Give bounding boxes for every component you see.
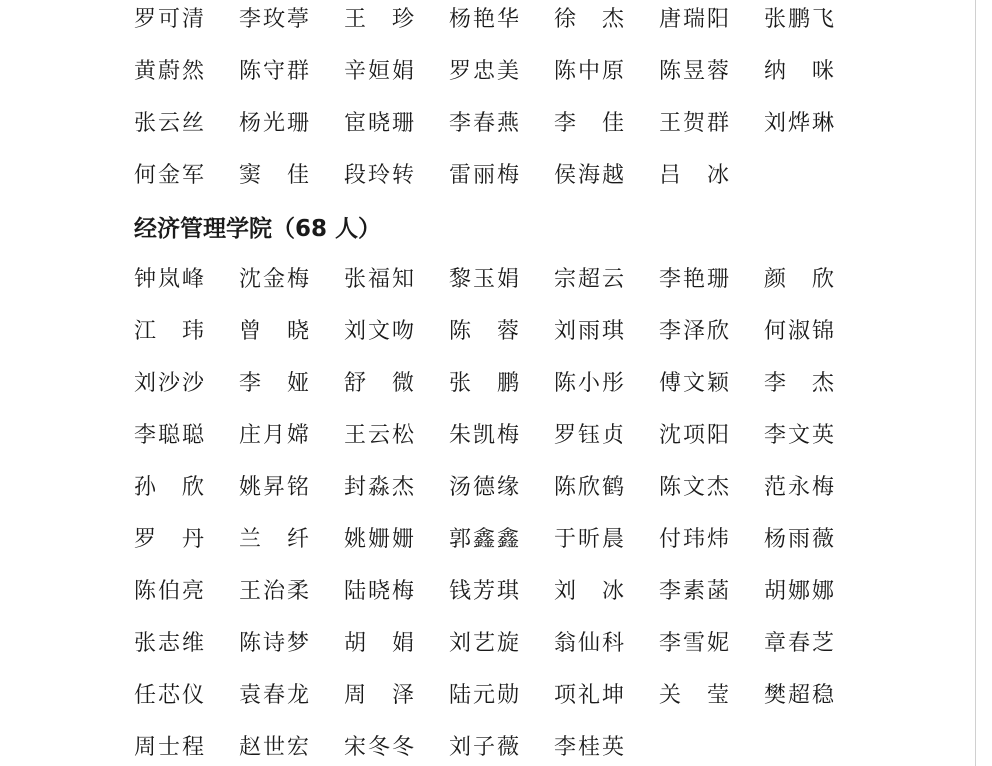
- person-name: 陈诗梦: [239, 631, 309, 656]
- person-name: 陈昱蓉: [659, 59, 729, 84]
- person-name: 杨艳华: [449, 7, 519, 32]
- person-name: 李泽欣: [659, 319, 729, 344]
- person-name: 罗可清: [134, 7, 204, 32]
- section-heading-economics-management: 经济管理学院（68 人）: [134, 216, 382, 242]
- person-name: 纳 咪: [764, 59, 834, 84]
- person-name: 唐瑞阳: [659, 7, 729, 32]
- person-name: 何金军: [134, 163, 204, 188]
- person-name: 李 杰: [764, 371, 834, 396]
- person-name: 于昕晨: [554, 527, 624, 552]
- person-name: 章春芝: [764, 631, 834, 656]
- page-edge-divider: [975, 0, 976, 766]
- person-name: 黄蔚然: [134, 59, 204, 84]
- person-name: 宗超云: [554, 267, 624, 292]
- person-name: 李雪妮: [659, 631, 729, 656]
- person-name: 曾 晓: [239, 319, 309, 344]
- person-name: 侯海越: [554, 163, 624, 188]
- person-name: 舒 微: [344, 371, 414, 396]
- person-name: 陆元勋: [449, 683, 519, 708]
- person-name: 张云丝: [134, 111, 204, 136]
- person-name: 胡娜娜: [764, 579, 834, 604]
- person-name: 李素菡: [659, 579, 729, 604]
- person-name: 宋冬冬: [344, 735, 414, 760]
- person-name: 刘烨琳: [764, 111, 834, 136]
- person-name: 陈守群: [239, 59, 309, 84]
- person-name: 庄月嫦: [239, 423, 309, 448]
- person-name: 刘 冰: [554, 579, 624, 604]
- person-name: 兰 纤: [239, 527, 309, 552]
- person-name: 郭鑫鑫: [449, 527, 519, 552]
- person-name: 任芯仪: [134, 683, 204, 708]
- person-name: 陈欣鹤: [554, 475, 624, 500]
- person-name: 王治柔: [239, 579, 309, 604]
- person-name: 李艳珊: [659, 267, 729, 292]
- person-name: 罗 丹: [134, 527, 204, 552]
- person-name: 李玫葶: [239, 7, 309, 32]
- person-name: 罗钰贞: [554, 423, 624, 448]
- person-name: 辛姮娟: [344, 59, 414, 84]
- person-name: 宦晓珊: [344, 111, 414, 136]
- person-name: 刘沙沙: [134, 371, 204, 396]
- person-name: 陈中原: [554, 59, 624, 84]
- person-name: 雷丽梅: [449, 163, 519, 188]
- person-name: 樊超稳: [764, 683, 834, 708]
- person-name: 刘雨琪: [554, 319, 624, 344]
- person-name: 沈项阳: [659, 423, 729, 448]
- person-name: 窦 佳: [239, 163, 309, 188]
- person-name: 王云松: [344, 423, 414, 448]
- person-name: 张福知: [344, 267, 414, 292]
- person-name: 陈伯亮: [134, 579, 204, 604]
- person-name: 李文英: [764, 423, 834, 448]
- person-name: 封淼杰: [344, 475, 414, 500]
- person-name: 陆晓梅: [344, 579, 414, 604]
- person-name: 李 娅: [239, 371, 309, 396]
- person-name: 徐 杰: [554, 7, 624, 32]
- person-name: 姚昇铭: [239, 475, 309, 500]
- person-name: 朱凯梅: [449, 423, 519, 448]
- person-name: 胡 娟: [344, 631, 414, 656]
- person-name: 张志维: [134, 631, 204, 656]
- person-name: 段玲转: [344, 163, 414, 188]
- person-name: 钟岚峰: [134, 267, 204, 292]
- person-name: 颜 欣: [764, 267, 834, 292]
- person-name: 赵世宏: [239, 735, 309, 760]
- person-name: 陈 蓉: [449, 319, 519, 344]
- person-name: 李桂英: [554, 735, 624, 760]
- person-name: 王 珍: [344, 7, 414, 32]
- person-name: 汤德缘: [449, 475, 519, 500]
- person-name: 江 玮: [134, 319, 204, 344]
- person-name: 罗忠美: [449, 59, 519, 84]
- person-name: 付玮炜: [659, 527, 729, 552]
- person-name: 李 佳: [554, 111, 624, 136]
- person-name: 陈文杰: [659, 475, 729, 500]
- person-name: 张鹏飞: [764, 7, 834, 32]
- person-name: 杨光珊: [239, 111, 309, 136]
- person-name: 刘子薇: [449, 735, 519, 760]
- person-name: 翁仙科: [554, 631, 624, 656]
- person-name: 李聪聪: [134, 423, 204, 448]
- person-name: 沈金梅: [239, 267, 309, 292]
- person-name: 傅文颖: [659, 371, 729, 396]
- person-name: 钱芳琪: [449, 579, 519, 604]
- person-name: 姚姗姗: [344, 527, 414, 552]
- person-name: 范永梅: [764, 475, 834, 500]
- person-name: 刘文吻: [344, 319, 414, 344]
- person-name: 刘艺旋: [449, 631, 519, 656]
- person-name: 李春燕: [449, 111, 519, 136]
- person-name: 陈小彤: [554, 371, 624, 396]
- person-name: 黎玉娟: [449, 267, 519, 292]
- person-name: 孙 欣: [134, 475, 204, 500]
- person-name: 周士程: [134, 735, 204, 760]
- person-name: 关 莹: [659, 683, 729, 708]
- person-name: 吕 冰: [659, 163, 729, 188]
- person-name: 周 泽: [344, 683, 414, 708]
- person-name: 张 鹏: [449, 371, 519, 396]
- person-name: 项礼坤: [554, 683, 624, 708]
- person-name: 王贺群: [659, 111, 729, 136]
- person-name: 袁春龙: [239, 683, 309, 708]
- person-name: 杨雨薇: [764, 527, 834, 552]
- person-name: 何淑锦: [764, 319, 834, 344]
